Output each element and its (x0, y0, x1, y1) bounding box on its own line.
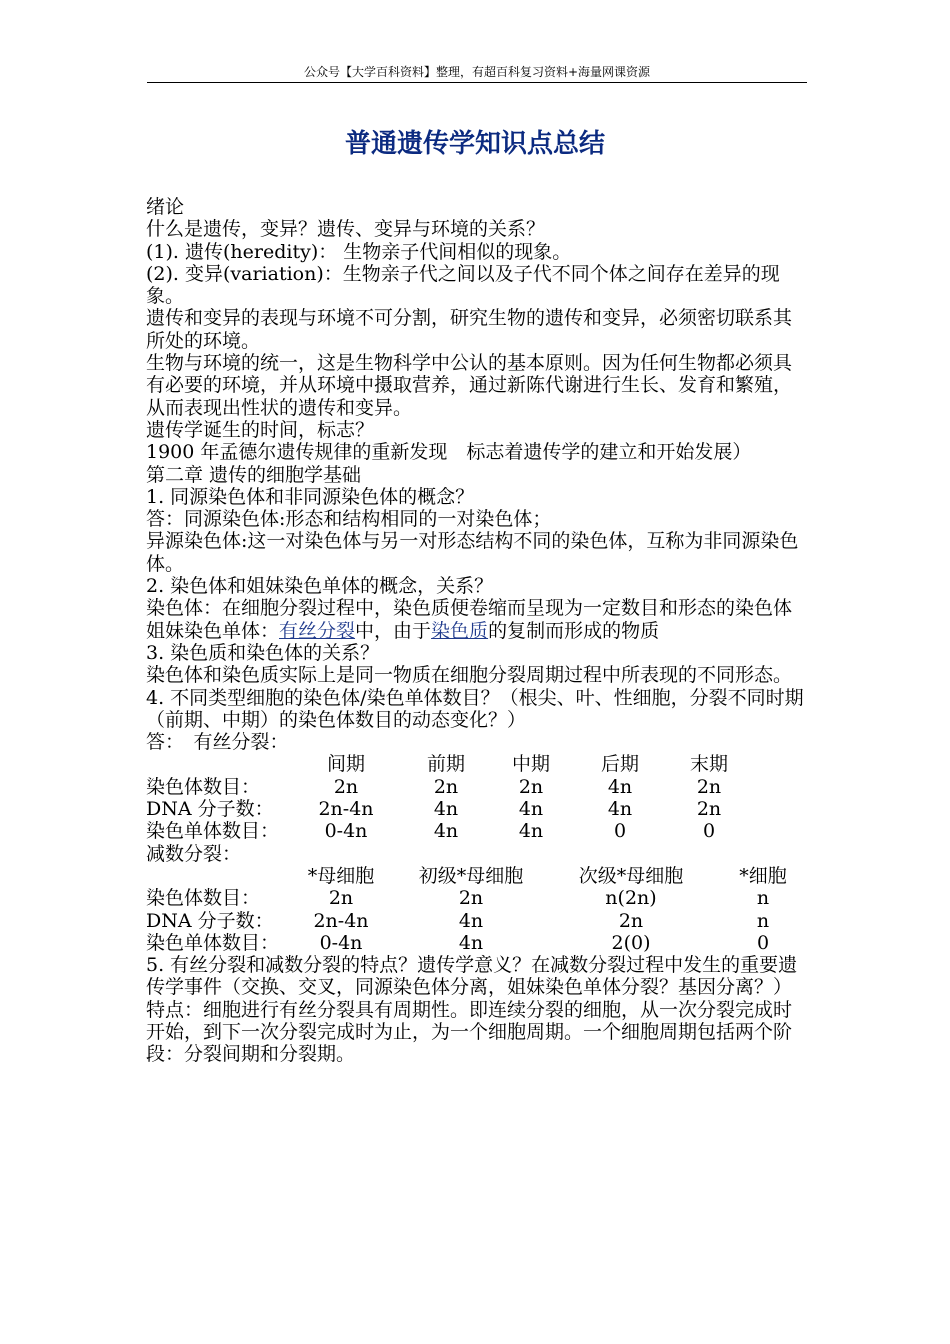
answer-3: 染色体和染色质实际上是同一物质在细胞分裂周期过程中所表现的不同形态。 (146, 664, 793, 687)
question-heredity: 什么是遗传，变异？遗传、变异与环境的关系？ (146, 218, 546, 241)
table-cell: 0-4n (324, 820, 368, 843)
definition-heredity: (1). 遗传(heredity)： 生物亲子代间相似的现象。 (146, 240, 572, 263)
table-header-cell: 初级*母细胞 (418, 864, 524, 887)
definition-variation: (2). 变异(variation)：生物亲子代之间以及子代不同个体之间存在差异的现象。 (146, 262, 780, 308)
table-row-label: 染色体数目： (146, 887, 261, 910)
table-cell: 2n (458, 887, 484, 910)
answer-5: 特点：细胞进行有丝分裂具有周期性。即连续分裂的细胞，从一次分裂完成时开始，到下一次分裂完成时为止，为一个细胞周期。一个细胞周期包括两个阶段：分裂间期和分裂期。 (146, 998, 793, 1066)
answer-meiosis-label: 减数分裂： (146, 842, 242, 865)
question-2: 2. 染色体和姐妹染色单体的概念，关系？ (146, 575, 494, 598)
table-cell: 0 (702, 820, 716, 843)
table-cell: 2n (696, 798, 722, 821)
page-header: 公众号【大学百科资料】整理，有超百科复习资料+海量网课资源 (303, 65, 651, 79)
table-cell: 4n (518, 798, 544, 821)
section-heading-intro: 绪论 (146, 196, 185, 218)
document-body (146, 196, 810, 1066)
definition-sister-chromatid (146, 620, 810, 642)
question-birth: 遗传学诞生的时间，标志？ (146, 418, 375, 441)
table-cell: n (756, 887, 770, 910)
table-header-cell: 前期 (426, 753, 465, 776)
header-rule (147, 82, 807, 83)
sister-chromatid-mid: 中，由于 (355, 619, 432, 642)
table-cell: 2n-4n (318, 798, 374, 821)
paragraph-principle: 生物与环境的统一，这是生物科学中公认的基本原则。因为任何生物都必须具有必要的环境，并从环境中摄取营养，通过新陈代谢进行生长、发育和繁殖，从而表现出性状的遗传和变异。 (146, 352, 793, 419)
answer-birth: 1900 年孟德尔遗传规律的重新发现 标志着遗传学的建立和开始发展） (146, 441, 752, 464)
table-cell: 4n (433, 798, 459, 821)
chapter-heading-2: 第二章 遗传的细胞学基础 (146, 463, 362, 486)
table-cell: 2n (333, 775, 359, 798)
table-cell: n (756, 909, 770, 932)
definition-chromosome: 染色体：在细胞分裂过程中，染色质便卷缩而呈现为一定数目和形态的染色体 (146, 597, 793, 620)
table-cell: 4n (433, 820, 459, 843)
table-cell: 2n (518, 775, 544, 798)
sister-chromatid-post: 的复制而形成的物质 (488, 619, 660, 642)
table-cell: 2n (618, 909, 644, 932)
table-header-cell (146, 753, 286, 775)
mitosis-table (146, 753, 810, 842)
question-1: 1. 同源染色体和非同源染色体的概念？ (146, 485, 475, 508)
table-row-label: DNA 分子数： (146, 798, 274, 821)
table-header-cell: 末期 (689, 753, 728, 776)
table-cell: n(2n) (605, 887, 657, 910)
table-header-cell: 间期 (326, 753, 365, 776)
question-4: 4. 不同类型细胞的染色体/染色单体数目？（根尖、叶、性细胞，分裂不同时期（前期、中期）的染色体数目的动态变化？） (146, 686, 804, 731)
table-cell: 4n (607, 775, 633, 798)
table-cell: 2(0) (611, 931, 651, 954)
table-cell: 4n (458, 909, 484, 932)
table-header-cell: *母细胞 (307, 864, 375, 887)
answer-homologous: 答：同源染色体:形态和结构相同的一对染色体； (146, 508, 552, 531)
table-cell: 0 (613, 820, 627, 843)
table-cell: 2n-4n (313, 909, 369, 932)
table-header-cell: 中期 (511, 753, 550, 776)
table-cell: 2n (696, 775, 722, 798)
table-row-label: DNA 分子数： (146, 909, 274, 932)
table-header-cell: 后期 (600, 753, 639, 776)
table-header-cell (146, 865, 286, 887)
table-cell: 4n (607, 798, 633, 821)
answer-mitosis-label: 答： 有丝分裂： (146, 731, 289, 754)
link-mitosis[interactable]: 有丝分裂 (279, 619, 356, 642)
paragraph-environment: 遗传和变异的表现与环境不可分割，研究生物的遗传和变异，必须密切联系其所处的环境。 (146, 307, 793, 352)
meiosis-table (146, 865, 810, 954)
table-header-cell: *细胞 (739, 864, 787, 887)
table-cell: 4n (458, 931, 484, 954)
table-row-label: 染色单体数目： (146, 931, 280, 954)
question-5: 5. 有丝分裂和减数分裂的特点？遗传学意义？在减数分裂过程中发生的重要遗传学事件（交换、交叉，同源染色体分离，姐妹染色单体分裂？基因分离？） (146, 954, 798, 999)
table-cell: 4n (518, 820, 544, 843)
table-row-label: 染色体数目： (146, 775, 261, 798)
table-cell: 2n (328, 887, 354, 910)
table-header-cell: 次级*母细胞 (578, 864, 684, 887)
table-cell: 0 (756, 931, 770, 954)
document-title: 普通遗传学知识点总结 (344, 129, 605, 159)
sister-chromatid-pre: 姐妹染色单体： (146, 619, 280, 642)
table-cell: 0-4n (319, 931, 363, 954)
link-chromatin[interactable]: 染色质 (431, 619, 489, 642)
question-3: 3. 染色质和染色体的关系？ (146, 641, 380, 664)
table-cell: 2n (433, 775, 459, 798)
answer-non-homologous: 异源染色体:这一对染色体与另一对形态结构不同的染色体，互称为非同源染色体。 (146, 530, 799, 575)
table-row-label: 染色单体数目： (146, 820, 280, 843)
